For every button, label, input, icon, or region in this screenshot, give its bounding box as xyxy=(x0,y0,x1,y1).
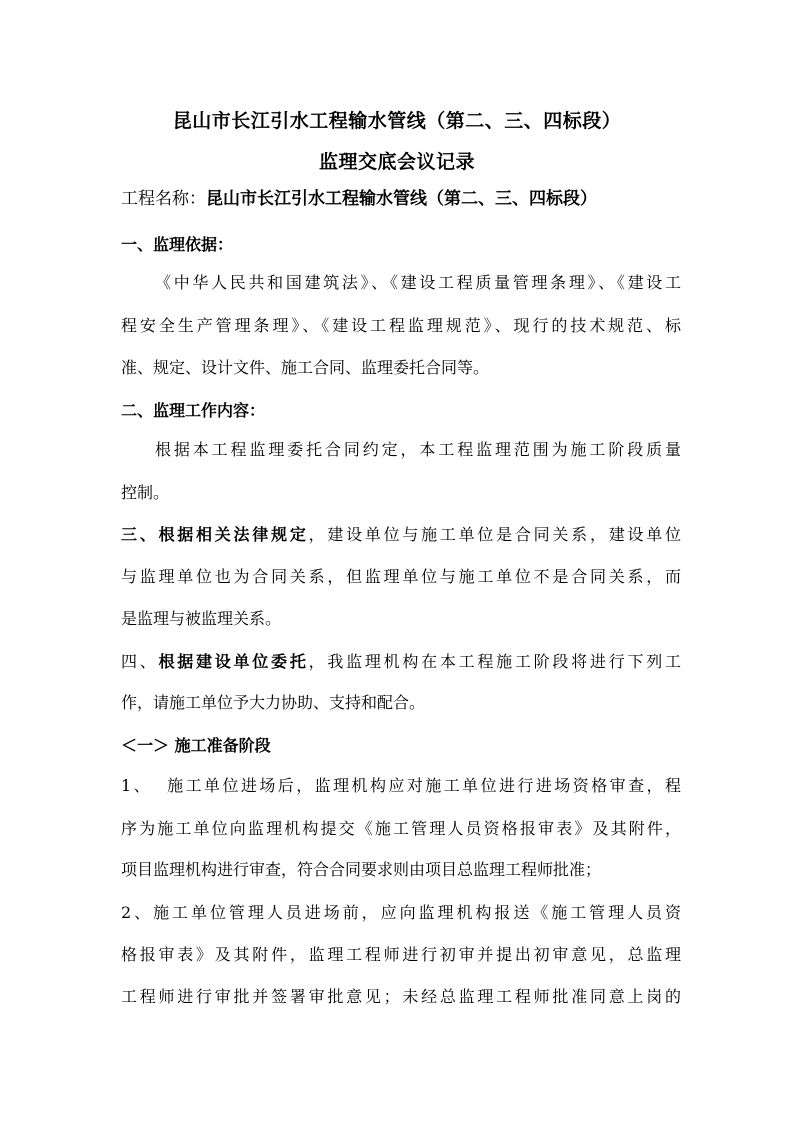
project-name-line xyxy=(121,188,681,210)
section-3-lead: 三、根据相关法律规定 xyxy=(121,525,309,544)
section-2-body-line: 控制。 xyxy=(121,483,170,502)
document-subtitle: 监理交底会议记录 xyxy=(318,151,475,173)
item-1-first-text: 施工单位进场后，监理机构应对施工单位进行进场资格审查，程 xyxy=(167,776,681,795)
section-3-first-rest: ，建设单位与施工单位是合同关系，建设单位 xyxy=(308,525,681,544)
document-title: 昆山市长江引水工程输水管线（第二、三、四标段） xyxy=(172,110,622,132)
project-label: 工程名称： xyxy=(121,189,206,209)
section-4-first-rest: ，我监理机构在本工程施工阶段将进行下列工 xyxy=(308,652,681,671)
section-1-body-line: 《中华人民共和国建筑法》、《建设工程质量管理条理》、《建设工 xyxy=(155,273,681,292)
section-1-body-line: 程安全生产管理条理》、《建设工程监理规范》、现行的技术规范、标 xyxy=(121,316,681,335)
item-2-line: 2、施工单位管理人员进场前，应向监理机构报送《施工管理人员资 xyxy=(121,903,681,922)
section-3-body-line: 是监理与被监理关系。 xyxy=(121,609,282,628)
section-2-body-line: 根据本工程监理委托合同约定，本工程监理范围为施工阶段质量 xyxy=(155,440,681,459)
subsection-1-title: 施工准备阶段 xyxy=(174,736,271,755)
section-1-body-line: 准、规定、设计文件、施工合同、监理委托合同等。 xyxy=(121,358,490,377)
project-name: 昆山市长江引水工程输水管线（第二、三、四标段） xyxy=(206,189,597,209)
item-1-body-line: 项目监理机构进行审查，符合合同要求则由项目总监理工程师批准； xyxy=(121,860,602,879)
item-1-body-line: 序为施工单位向监理机构提交《施工管理人员资格报审表》及其附件， xyxy=(121,819,681,838)
section-4-first-line xyxy=(121,651,681,673)
item-1-number: 1、 xyxy=(121,776,153,795)
section-4-lead: 根据建设单位委托 xyxy=(158,652,309,671)
section-3-first-line xyxy=(121,524,681,546)
section-2-heading: 二、监理工作内容： xyxy=(121,401,266,420)
subsection-1-heading xyxy=(121,735,681,757)
item-2-line: 格报审表》及其附件，监理工程师进行初审并提出初审意见，总监理 xyxy=(121,945,681,964)
item-2-line: 工程师进行审批并签署审批意见；未经总监理工程师批准同意上岗的 xyxy=(121,987,681,1006)
section-1-heading: 一、监理依据： xyxy=(121,235,234,254)
subsection-1-marker: ＜一＞ xyxy=(121,736,170,755)
section-4-prefix: 四、 xyxy=(121,652,159,671)
item-1-first-line xyxy=(121,775,681,797)
section-4-body-line: 作，请施工单位予大力协助、支持和配合。 xyxy=(121,693,426,712)
section-3-body-line: 与监理单位也为合同关系，但监理单位与施工单位不是合同关系，而 xyxy=(121,567,681,586)
